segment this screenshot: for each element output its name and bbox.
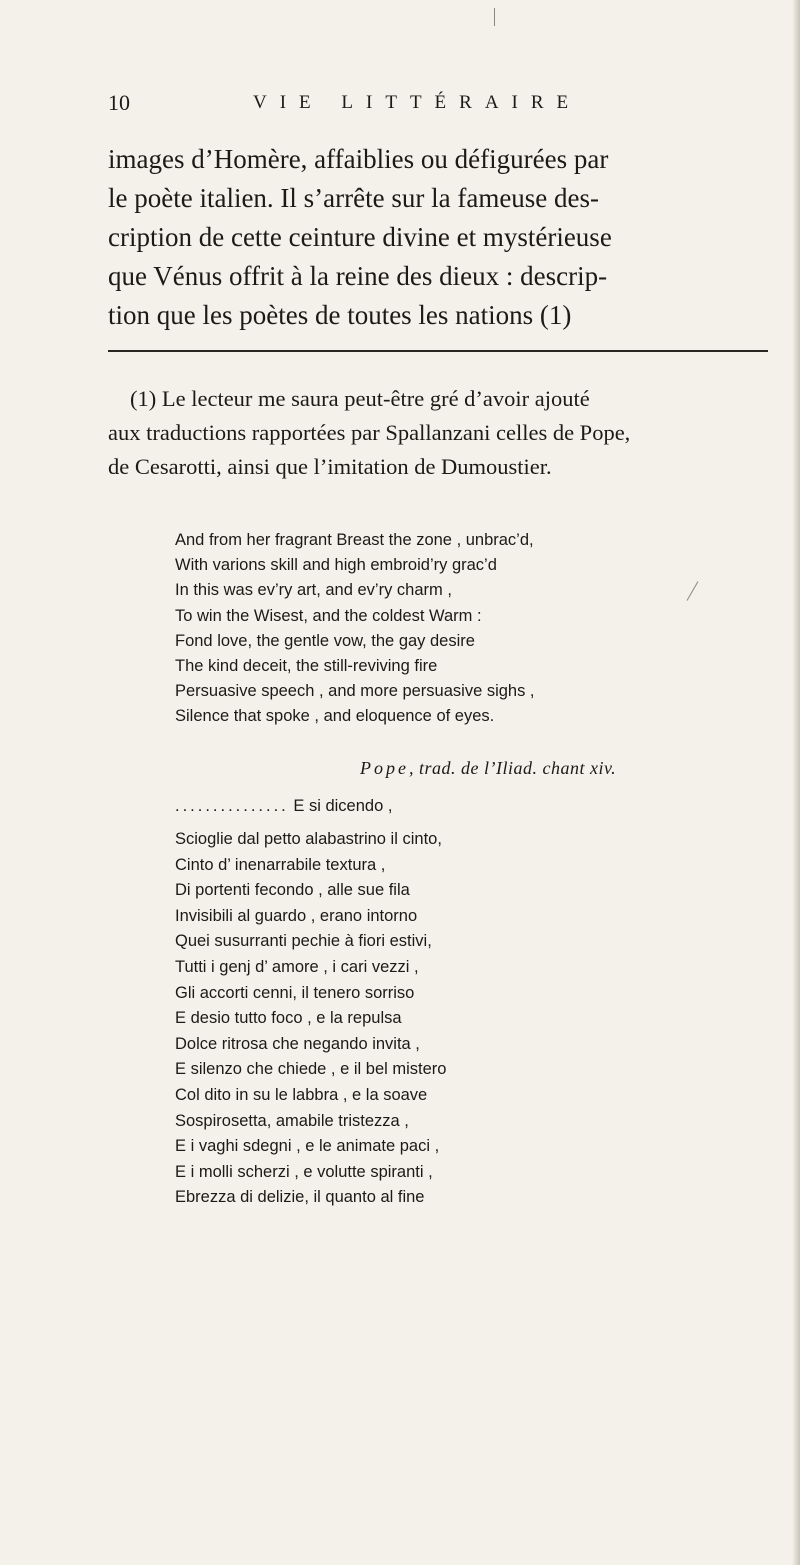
page-edge-shadow [792, 0, 800, 1565]
verse-line: E i molli scherzi , e volutte spiranti , [175, 1162, 433, 1181]
footnote-line: aux traductions rapportées par Spallanzani celles de Pope, [108, 420, 631, 445]
verse-line: E desio tutto foco , e la repulsa [175, 1009, 402, 1028]
text-line: cription de cette ceinture divine et mystérieuse [108, 222, 612, 252]
ellipsis-dots: ............... [175, 797, 289, 815]
attribution-author: Pope [360, 758, 409, 778]
verse-line: Silence that spoke , and eloquence of eyes. [175, 707, 495, 726]
verse-line: E si dicendo , [293, 797, 393, 815]
italian-verse-quote [175, 827, 765, 1211]
text-line: tion que les poètes de toutes les nations (1) [108, 300, 572, 330]
footnote-line: (1) Le lecteur me saura peut-être gré d’avoir ajouté [130, 386, 590, 411]
quote-attribution [360, 758, 770, 779]
pencil-mark [494, 8, 495, 26]
verse-line: Scioglie dal petto alabastrino il cinto, [175, 830, 442, 848]
footnote-line: de Cesarotti, ainsi que l’imitation de Dumoustier. [108, 454, 552, 479]
footnote-divider [108, 350, 768, 352]
verse-line: Col dito in su le labbra , e la soave [175, 1085, 428, 1104]
verse-line: Gli accorti cenni, il tenero sorriso [175, 983, 415, 1002]
verse-line: Quei susurranti pechie à fiori estivi, [175, 932, 432, 951]
verse-line: Ebrezza di delizie, il quanto al fine [175, 1188, 425, 1207]
italian-verse-opening [175, 797, 765, 816]
verse-line: And from her fragrant Breast the zone , unbrac’d, [175, 531, 534, 549]
text-line: que Vénus offrit à la reine des dieux : descrip- [108, 261, 608, 291]
text-line: images d’Homère, affaiblies ou défigurées par [108, 144, 609, 174]
verse-line: Di portenti fecondo , alle sue fila [175, 881, 410, 900]
page-header [108, 88, 708, 128]
text-line: le poète italien. Il s’arrête sur la fameuse des- [108, 183, 600, 213]
verse-line: Persuasive speech , and more persuasive sighs , [175, 682, 535, 701]
verse-line: Dolce ritrosa che negando invita , [175, 1034, 420, 1053]
verse-line: With varions skill and high embroid’ry grac’d [175, 556, 497, 575]
verse-line: Cinto d’ inenarrabile textura , [175, 855, 386, 874]
verse-line: E silenzo che chiede , e il bel mistero [175, 1060, 447, 1079]
verse-line: E i vaghi sdegni , e le animate paci , [175, 1137, 440, 1156]
verse-line: Sospirosetta, amabile tristezza , [175, 1111, 409, 1130]
verse-line: Fond love, the gentle vow, the gay desire [175, 631, 475, 650]
running-title: VIE LITTÉRAIRE [253, 92, 582, 113]
verse-line: The kind deceit, the still-reviving fire [175, 657, 438, 676]
english-verse-quote [175, 528, 765, 730]
verse-line: To win the Wisest, and the coldest Warm : [175, 606, 482, 625]
footnote [108, 382, 768, 484]
main-text [108, 140, 768, 335]
verse-line: Tutti i genj d’ amore , i cari vezzi , [175, 957, 419, 976]
verse-line: Invisibili al guardo , erano intorno [175, 906, 418, 925]
page-number: 10 [108, 90, 130, 115]
verse-line: In this was ev’ry art, and ev’ry charm , [175, 581, 452, 600]
attribution-source: , trad. de l’Iliad. chant xiv. [408, 758, 617, 778]
